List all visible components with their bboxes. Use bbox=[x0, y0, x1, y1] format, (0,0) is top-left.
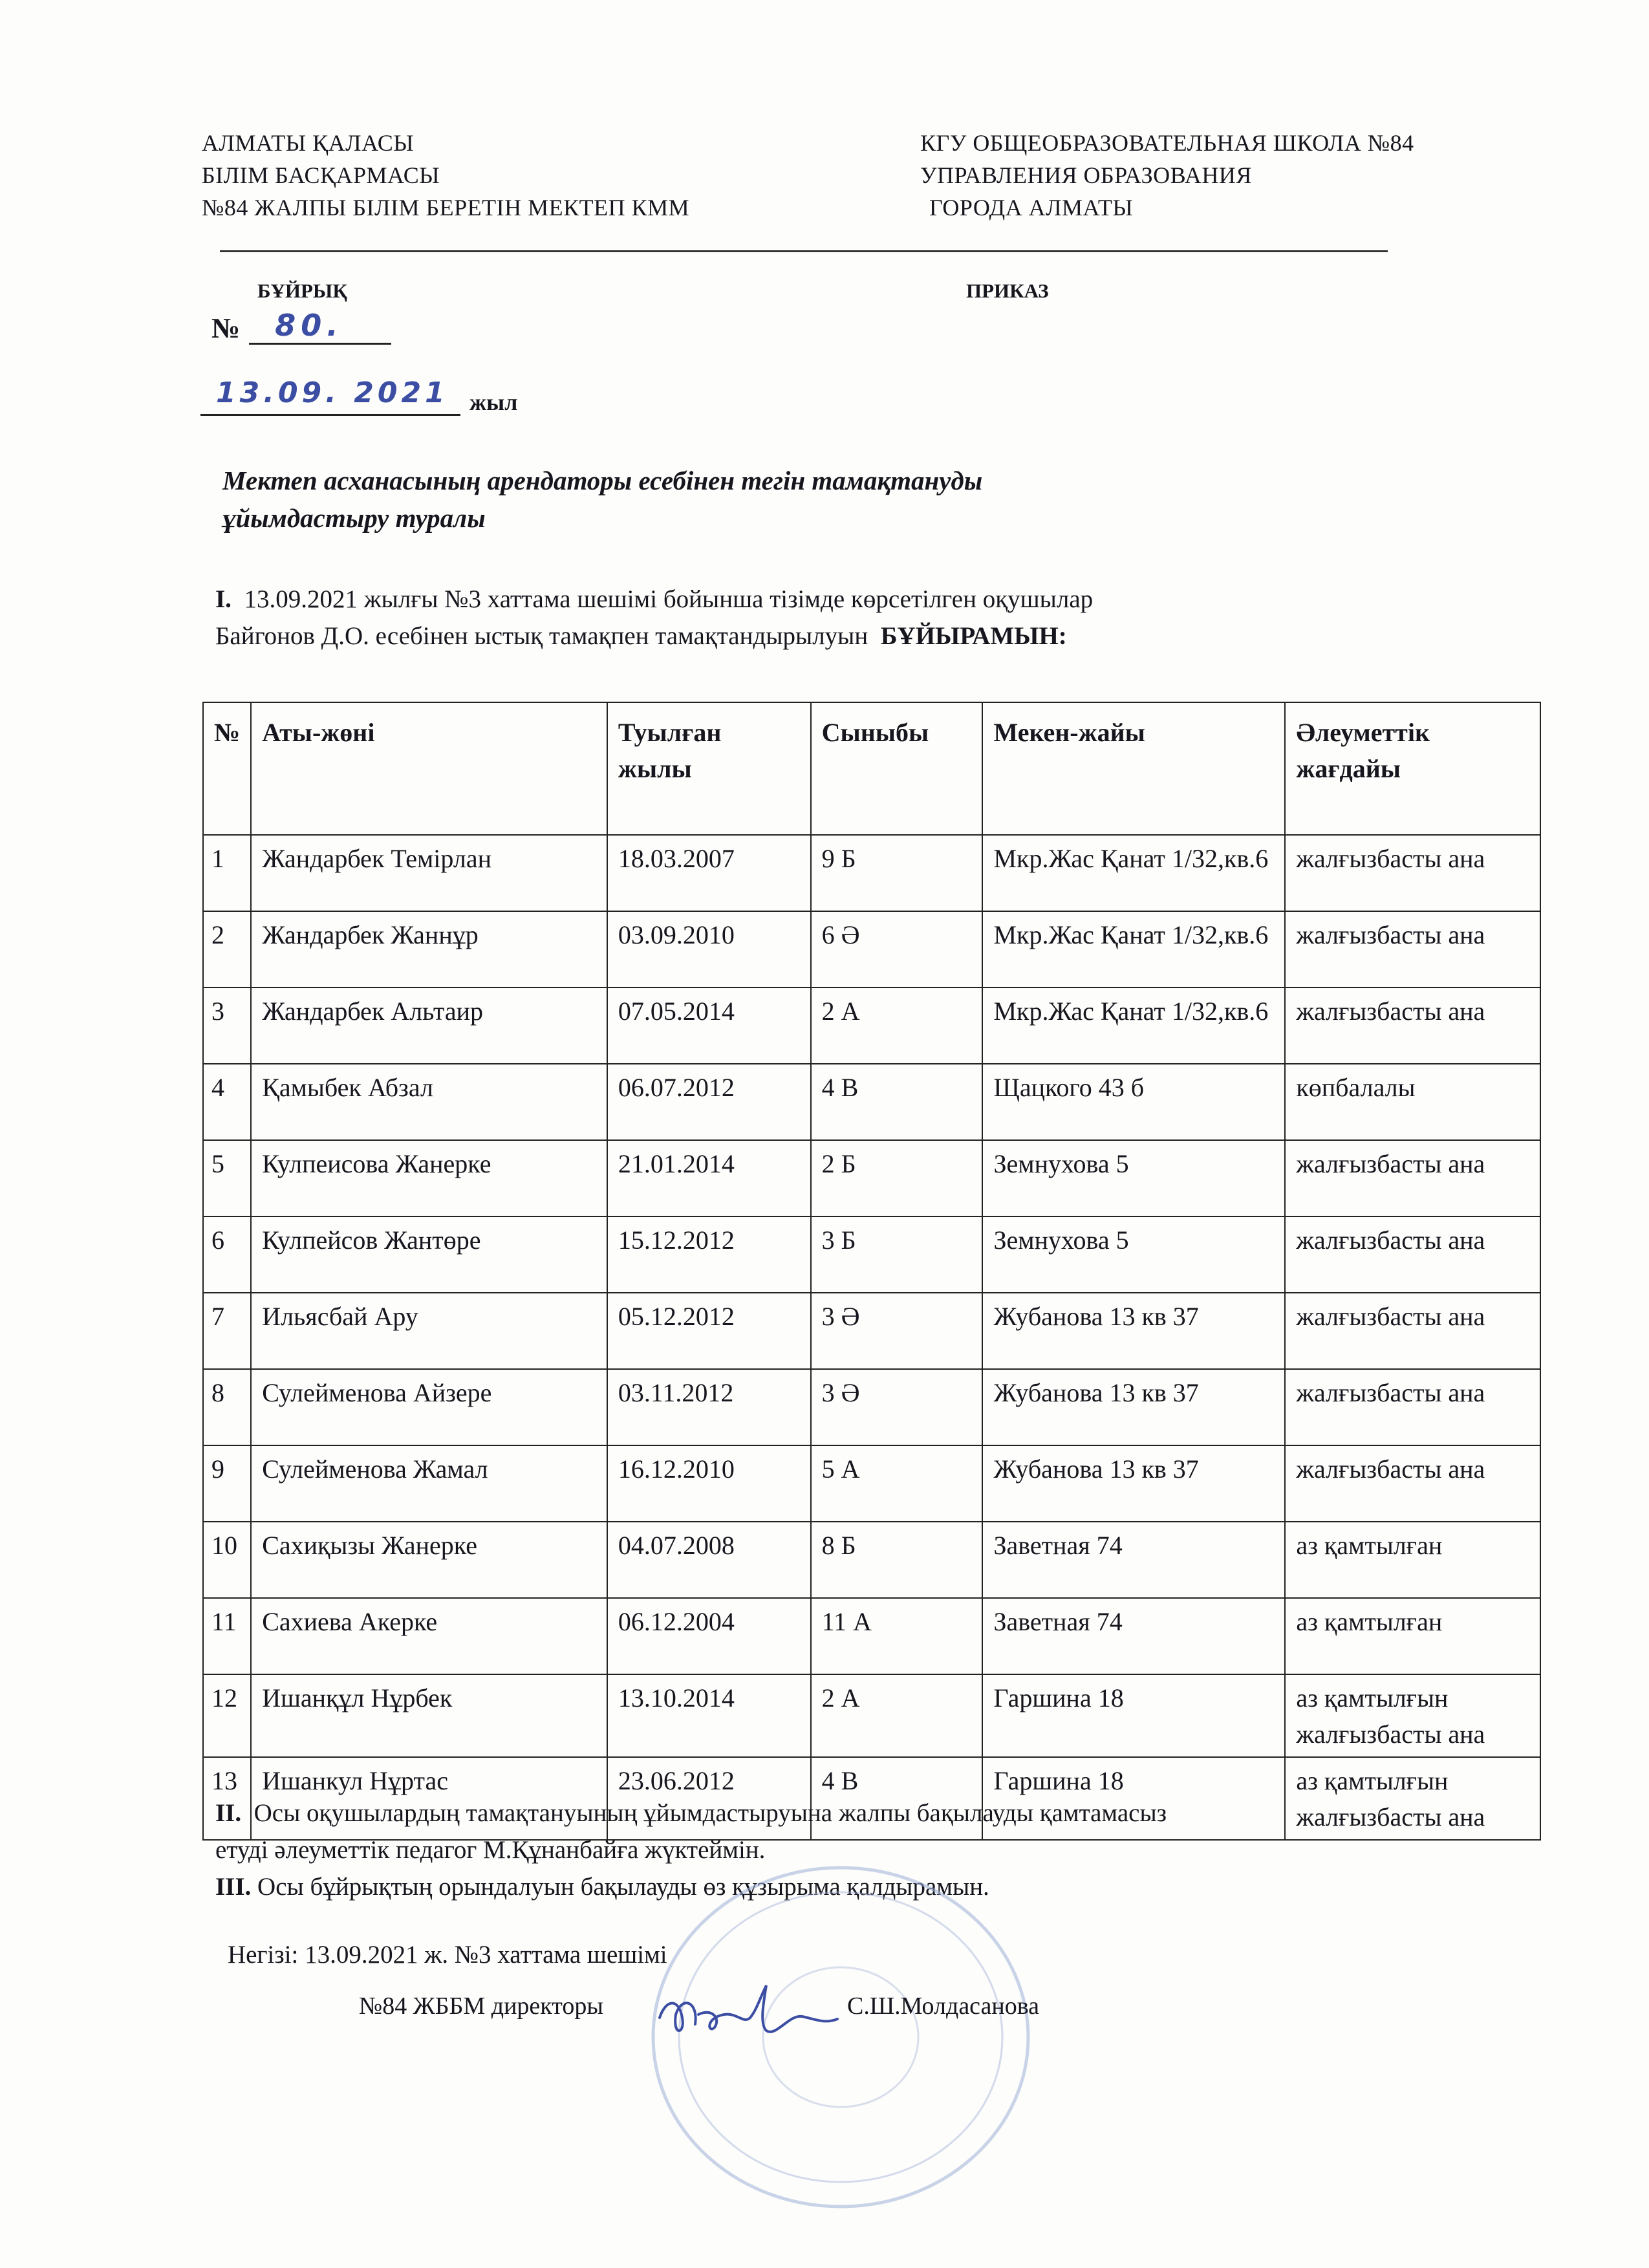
section-3-number: ІІІ. bbox=[215, 1873, 252, 1901]
table-row bbox=[203, 835, 1540, 911]
cell-social-status: аз қамтылғын жалғызбасты ана bbox=[1285, 1674, 1540, 1757]
cell-social-status: жалғызбасты ана bbox=[1285, 1216, 1540, 1293]
cell-class: 9 Б bbox=[811, 835, 983, 911]
cell-class: 3 Б bbox=[811, 1216, 983, 1293]
cell-birth-date: 05.12.2012 bbox=[607, 1293, 811, 1369]
cell-class: 2 А bbox=[811, 988, 983, 1064]
cell-birth-date: 03.11.2012 bbox=[607, 1369, 811, 1445]
cell-birth-date: 18.03.2007 bbox=[607, 835, 811, 911]
cell-address: Жубанова 13 кв 37 bbox=[982, 1445, 1285, 1522]
cell-birth-date: 07.05.2014 bbox=[607, 988, 811, 1064]
order-date: 13.09. 2021 bbox=[216, 376, 449, 409]
cell-birth-date: 21.01.2014 bbox=[607, 1140, 811, 1216]
cell-social-status: жалғызбасты ана bbox=[1285, 835, 1540, 911]
cell-birth-date: 04.07.2008 bbox=[607, 1522, 811, 1598]
cell-number: 8 bbox=[203, 1369, 251, 1445]
section-1-emphasis: БҰЙЫРАМЫН: bbox=[880, 622, 1067, 650]
students-table bbox=[202, 702, 1541, 1841]
cell-class: 2 А bbox=[811, 1674, 983, 1757]
cell-birth-date: 03.09.2010 bbox=[607, 911, 811, 988]
cell-number: 1 bbox=[203, 835, 251, 911]
doc-type-ru: ПРИКАЗ bbox=[966, 279, 1049, 302]
header-left-line-1: АЛМАТЫ ҚАЛАСЫ bbox=[202, 130, 415, 156]
cell-number: 6 bbox=[203, 1216, 251, 1293]
cell-birth-date: 06.12.2004 bbox=[607, 1598, 811, 1674]
table-row bbox=[203, 1293, 1540, 1369]
table-row bbox=[203, 911, 1540, 988]
cell-address: Гаршина 18 bbox=[982, 1674, 1285, 1757]
cell-number: 5 bbox=[203, 1140, 251, 1216]
cell-number: 13 bbox=[203, 1757, 251, 1840]
cell-address: Жубанова 13 кв 37 bbox=[982, 1369, 1285, 1445]
signer-name: С.Ш.Молдасанова bbox=[847, 1993, 1040, 2020]
table-row bbox=[203, 1064, 1540, 1140]
cell-social-status: жалғызбасты ана bbox=[1285, 1293, 1540, 1369]
section-2-number: ІІ. bbox=[215, 1799, 242, 1827]
cell-social-status: аз қамтылған bbox=[1285, 1598, 1540, 1674]
col-header-social-status: Әлеуметтік жағдайы bbox=[1285, 702, 1540, 835]
order-number-prefix: № bbox=[211, 312, 241, 344]
cell-number: 11 bbox=[203, 1598, 251, 1674]
subject-line-1: Мектеп асханасының арендаторы есебінен тегін тамақтануды bbox=[222, 466, 983, 495]
cell-number: 12 bbox=[203, 1674, 251, 1757]
cell-address: Жубанова 13 кв 37 bbox=[982, 1293, 1285, 1369]
cell-name: Ишанкул Нұртас bbox=[251, 1757, 607, 1840]
cell-social-status: аз қамтылған bbox=[1285, 1522, 1540, 1598]
cell-address: Мкр.Жас Қанат 1/32,кв.6 bbox=[982, 988, 1285, 1064]
cell-social-status: жалғызбасты ана bbox=[1285, 911, 1540, 988]
cell-name: Сулейменова Айзере bbox=[251, 1369, 607, 1445]
cell-class: 3 Ә bbox=[811, 1369, 983, 1445]
cell-name: Кулпеисова Жанерке bbox=[251, 1140, 607, 1216]
cell-number: 7 bbox=[203, 1293, 251, 1369]
cell-number: 2 bbox=[203, 911, 251, 988]
section-2-line-1: Осы оқушылардың тамақтануының ұйымдастыруына жалпы бақылауды қамтамасыз bbox=[253, 1799, 1167, 1827]
cell-name: Жандарбек Жаннұр bbox=[251, 911, 607, 988]
table-row bbox=[203, 988, 1540, 1064]
signature-position: №84 ЖББМ директоры bbox=[359, 1993, 603, 2020]
header-left-line-3: №84 ЖАЛПЫ БІЛІМ БЕРЕТІН МЕКТЕП КММ bbox=[202, 195, 690, 221]
header-right-line-1: КГУ ОБЩЕОБРАЗОВАТЕЛЬНАЯ ШКОЛА №84 bbox=[920, 130, 1414, 156]
table-row bbox=[203, 1369, 1540, 1445]
order-date-field bbox=[200, 376, 460, 416]
cell-class: 2 Б bbox=[811, 1140, 983, 1216]
header-left bbox=[202, 127, 689, 224]
cell-name: Жандарбек Темірлан bbox=[251, 835, 607, 911]
table-row bbox=[203, 1674, 1540, 1757]
section-3-line-1: Осы бұйрықтың орындалуын бақылауды өз құзырыма қалдырамын. bbox=[257, 1873, 989, 1901]
cell-birth-date: 13.10.2014 bbox=[607, 1674, 811, 1757]
col-header-name: Аты-жөні bbox=[251, 702, 607, 835]
header-right-line-3: ГОРОДА АЛМАТЫ bbox=[929, 195, 1134, 221]
cell-social-status: жалғызбасты ана bbox=[1285, 1369, 1540, 1445]
section-1 bbox=[215, 581, 1093, 654]
cell-class: 8 Б bbox=[811, 1522, 983, 1598]
order-number-field bbox=[249, 309, 391, 345]
cell-number: 4 bbox=[203, 1064, 251, 1140]
col-header-address: Мекен-жайы bbox=[982, 702, 1285, 835]
cell-name: Сулейменова Жамал bbox=[251, 1445, 607, 1522]
handwritten-signature bbox=[653, 1979, 841, 2050]
cell-class: 3 Ә bbox=[811, 1293, 983, 1369]
cell-birth-date: 16.12.2010 bbox=[607, 1445, 811, 1522]
cell-address: Заветная 74 bbox=[982, 1598, 1285, 1674]
cell-class: 5 А bbox=[811, 1445, 983, 1522]
col-header-class: Сыныбы bbox=[811, 702, 983, 835]
doc-type-kz: БҰЙРЫҚ bbox=[257, 279, 347, 302]
table-row bbox=[203, 1216, 1540, 1293]
subject-line-2: ұйымдастыру туралы bbox=[222, 503, 486, 533]
header-left-line-2: БІЛІМ БАСҚАРМАСЫ bbox=[202, 162, 440, 188]
cell-name: Қамыбек Абзал bbox=[251, 1064, 607, 1140]
col-header-birth-date: Туылған жылы bbox=[607, 702, 811, 835]
table-header-row bbox=[203, 702, 1540, 835]
table-row bbox=[203, 1445, 1540, 1522]
col-header-number: № bbox=[203, 702, 251, 835]
table-row bbox=[203, 1598, 1540, 1674]
cell-social-status: көпбалалы bbox=[1285, 1064, 1540, 1140]
cell-class: 6 Ә bbox=[811, 911, 983, 988]
section-1-number: І. bbox=[215, 585, 232, 613]
cell-social-status: аз қамтылғын жалғызбасты ана bbox=[1285, 1757, 1540, 1840]
table-row bbox=[203, 1522, 1540, 1598]
cell-name: Ишанқұл Нұрбек bbox=[251, 1674, 607, 1757]
header-right-line-2: УПРАВЛЕНИЯ ОБРАЗОВАНИЯ bbox=[920, 162, 1252, 188]
cell-number: 3 bbox=[203, 988, 251, 1064]
order-number-line bbox=[211, 309, 391, 345]
cell-name: Сахиқызы Жанерке bbox=[251, 1522, 607, 1598]
cell-social-status: жалғызбасты ана bbox=[1285, 988, 1540, 1064]
cell-address: Щацкого 43 б bbox=[982, 1064, 1285, 1140]
cell-social-status: жалғызбасты ана bbox=[1285, 1140, 1540, 1216]
table-body bbox=[203, 835, 1540, 1840]
cell-birth-date: 15.12.2012 bbox=[607, 1216, 811, 1293]
cell-birth-date: 06.07.2012 bbox=[607, 1064, 811, 1140]
cell-birth-date: 23.06.2012 bbox=[607, 1757, 811, 1840]
cell-class: 4 В bbox=[811, 1064, 983, 1140]
cell-name: Кулпейсов Жантөре bbox=[251, 1216, 607, 1293]
order-number: 80. bbox=[275, 308, 343, 343]
cell-address: Гаршина 18 bbox=[982, 1757, 1285, 1840]
table-row bbox=[203, 1140, 1540, 1216]
header-right bbox=[920, 127, 1414, 224]
cell-social-status: жалғызбасты ана bbox=[1285, 1445, 1540, 1522]
cell-number: 9 bbox=[203, 1445, 251, 1522]
order-subject bbox=[222, 462, 982, 537]
cell-address: Земнухова 5 bbox=[982, 1140, 1285, 1216]
header-divider bbox=[220, 250, 1388, 252]
cell-name: Сахиева Акерке bbox=[251, 1598, 607, 1674]
cell-address: Заветная 74 bbox=[982, 1522, 1285, 1598]
basis-text: Негізі: 13.09.2021 ж. №3 хаттама шешімі bbox=[228, 1941, 667, 1969]
section-2-line-2: етуді әлеуметтік педагог М.Құнанбайға жүктеймін. bbox=[215, 1836, 766, 1864]
cell-address: Земнухова 5 bbox=[982, 1216, 1285, 1293]
order-date-line bbox=[200, 376, 518, 416]
section-1-line-2: Байгонов Д.О. есебінен ыстық тамақпен тамақтандырылуын bbox=[215, 622, 868, 650]
cell-number: 10 bbox=[203, 1522, 251, 1598]
cell-address: Мкр.Жас Қанат 1/32,кв.6 bbox=[982, 911, 1285, 988]
cell-name: Ильясбай Ару bbox=[251, 1293, 607, 1369]
cell-class: 4 В bbox=[811, 1757, 983, 1840]
section-1-line-1: 13.09.2021 жылғы №3 хаттама шешімі бойынша тізімде көрсетілген оқушылар bbox=[244, 585, 1094, 613]
cell-name: Жандарбек Альтаир bbox=[251, 988, 607, 1064]
cell-class: 11 А bbox=[811, 1598, 983, 1674]
order-year-suffix: жыл bbox=[469, 389, 518, 415]
cell-address: Мкр.Жас Қанат 1/32,кв.6 bbox=[982, 835, 1285, 911]
